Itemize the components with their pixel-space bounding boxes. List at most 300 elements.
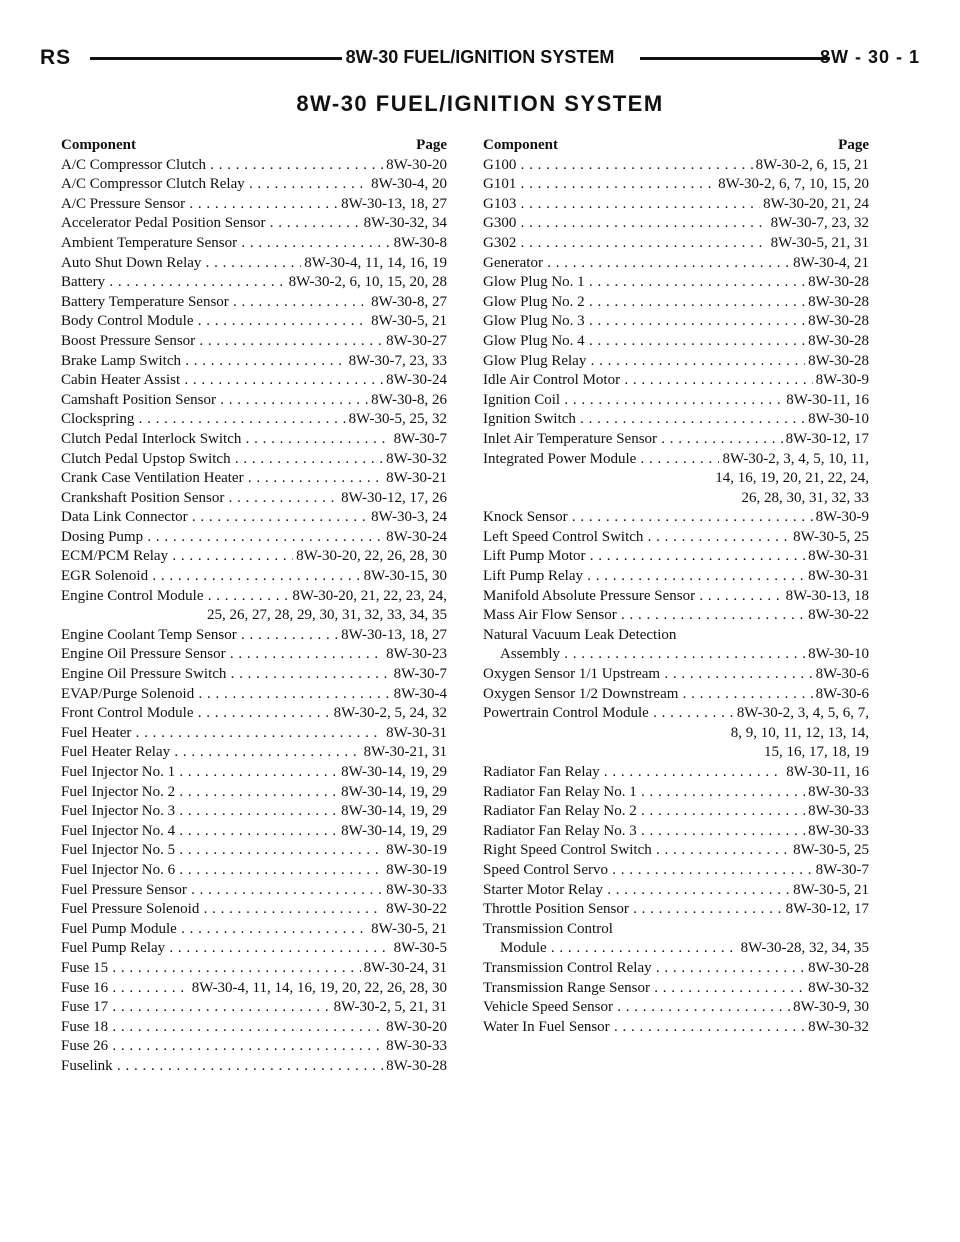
- page-reference: 8W-30-13, 18: [785, 587, 869, 604]
- page-reference: 8W-30-31: [808, 568, 869, 585]
- index-entry: [483, 273, 869, 293]
- page-reference: 8W-30-19: [386, 842, 447, 859]
- component-name: Lift Pump Motor: [483, 548, 586, 565]
- index-entry: [61, 665, 447, 685]
- dot-leader: [660, 665, 813, 685]
- component-heading: Component: [483, 137, 559, 153]
- index-entry: [483, 587, 869, 607]
- index-entry: [483, 665, 869, 685]
- index-entry: [61, 626, 447, 646]
- component-name: Fuel Pressure Solenoid: [61, 901, 200, 918]
- page-reference: 8W-30-4, 11, 14, 16, 19: [304, 254, 447, 271]
- page-reference: 8W-30-24: [386, 528, 447, 545]
- index-entry: [483, 528, 869, 548]
- page-reference: 8W-30-14, 19, 29: [341, 803, 447, 820]
- component-name: Generator: [483, 254, 543, 271]
- index-entry: [61, 1037, 447, 1057]
- component-heading: Component: [61, 137, 137, 153]
- dot-leader: [194, 685, 390, 705]
- component-name: Fuselink: [61, 1057, 113, 1074]
- index-entry: [61, 508, 447, 528]
- dot-leader: [165, 939, 391, 959]
- page-reference: 8W-30-28: [808, 293, 869, 310]
- index-entry: [61, 489, 447, 509]
- page-reference: 8W-30-32, 34: [363, 215, 447, 232]
- dot-leader: [237, 626, 338, 646]
- index-entry: [61, 881, 447, 901]
- page-reference: 8W-30-33: [386, 881, 447, 898]
- page-reference: 8W-30-20, 21, 24: [763, 195, 869, 212]
- page-reference: 8W-30-32: [808, 979, 869, 996]
- page-reference: 8W-30-9: [815, 372, 869, 389]
- component-name: Throttle Position Sensor: [483, 901, 629, 918]
- dot-leader: [194, 704, 331, 724]
- page-reference: 8W-30-3, 24: [371, 509, 447, 526]
- dot-leader: [204, 587, 290, 607]
- index-entry: [61, 547, 447, 567]
- dot-leader: [657, 430, 783, 450]
- index-entry: [61, 528, 447, 548]
- page-reference: 8W-30-28: [808, 959, 869, 976]
- component-name: Glow Plug Relay: [483, 352, 587, 369]
- component-name: Fuel Injector No. 1: [61, 764, 176, 780]
- dot-leader: [175, 822, 338, 842]
- index-entry: [483, 410, 869, 430]
- index-entry: [483, 332, 869, 352]
- component-name: Clutch Pedal Upstop Switch: [61, 450, 231, 467]
- page-reference: 8W-30-14, 19, 29: [341, 783, 447, 800]
- dot-leader: [148, 567, 361, 587]
- component-name: Dosing Pump: [61, 528, 144, 545]
- page-reference: 8W-30-12, 17: [785, 901, 869, 918]
- index-entry: [61, 822, 447, 842]
- component-name: Cabin Heater Assist: [61, 372, 181, 389]
- component-name: Transmission Control Relay: [483, 959, 652, 976]
- page-reference: 8W-30-4, 20: [371, 176, 447, 193]
- index-entry: [483, 430, 869, 450]
- index-entry-name: Transmission Control: [483, 920, 613, 937]
- dot-leader: [216, 391, 368, 411]
- component-name: A/C Compressor Clutch: [61, 156, 206, 173]
- dot-leader: [168, 547, 293, 567]
- index-entry: [483, 881, 869, 901]
- component-name: Fuse 26: [61, 1038, 109, 1055]
- page-reference: 8W-30-11, 16: [786, 764, 869, 780]
- component-name: Fuse 15: [61, 959, 109, 976]
- component-name: Radiator Fan Relay No. 2: [483, 803, 637, 820]
- index-entry: [61, 567, 447, 587]
- page-reference: 8W-30-7: [393, 666, 447, 683]
- component-name: EVAP/Purge Solenoid: [61, 685, 195, 702]
- page-reference: 8W-30-5, 25: [793, 842, 869, 859]
- page-reference-continued: 14, 16, 19, 20, 21, 22, 24,: [715, 470, 869, 487]
- page-reference: 8W-30-4, 21: [793, 254, 869, 271]
- page-reference: 8W-30-8, 26: [371, 391, 447, 408]
- index-entry: [61, 254, 447, 274]
- index-entry: [61, 1057, 447, 1077]
- page-reference: 8W-30-2, 5, 24, 32: [333, 705, 447, 722]
- index-entry: [61, 841, 447, 861]
- dot-leader: [637, 783, 805, 803]
- index-column-left: [61, 136, 447, 1077]
- component-name: ECM/PCM Relay: [61, 548, 169, 565]
- component-name: G300: [483, 215, 517, 232]
- dot-leader: [241, 430, 390, 450]
- dot-leader: [516, 156, 752, 176]
- component-name: Engine Coolant Temp Sensor: [61, 626, 237, 643]
- column-header: [61, 136, 447, 156]
- dot-leader: [143, 528, 383, 548]
- index-entry: [483, 508, 869, 528]
- page-reference: 8W-30-33: [386, 1038, 447, 1055]
- component-name: Radiator Fan Relay No. 1: [483, 783, 637, 800]
- dot-leader: [175, 783, 338, 803]
- index-entry: [61, 920, 447, 940]
- component-name: Fuel Heater: [61, 724, 132, 741]
- page-reference: 8W-30-11, 16: [786, 391, 869, 408]
- dot-leader: [175, 802, 338, 822]
- component-name: Idle Air Control Motor: [483, 372, 621, 389]
- component-name: Fuel Pressure Sensor: [61, 881, 187, 898]
- index-entry: [483, 861, 869, 881]
- index-entry: [61, 214, 447, 234]
- dot-leader: [516, 175, 715, 195]
- page-reference: 8W-30-31: [808, 548, 869, 565]
- dot-leader: [650, 979, 805, 999]
- component-name: Glow Plug No. 1: [483, 274, 585, 291]
- dot-leader: [134, 410, 345, 430]
- page-reference: 8W-30-14, 19, 29: [341, 764, 447, 780]
- page-reference: 8W-30-5, 21, 31: [770, 234, 869, 251]
- page-reference: 8W-30-23: [386, 646, 447, 663]
- dot-leader: [603, 881, 790, 901]
- dot-leader: [199, 900, 383, 920]
- index-entry: [61, 332, 447, 352]
- dot-leader: [560, 645, 805, 665]
- dot-leader: [175, 861, 383, 881]
- component-name: Camshaft Position Sensor: [61, 391, 217, 408]
- component-name: Right Speed Control Switch: [483, 842, 652, 859]
- index-entry: [61, 293, 447, 313]
- page-reference: 8W-30-5, 21: [371, 920, 447, 937]
- dot-leader: [170, 743, 361, 763]
- page-reference: 8W-30-5, 25, 32: [348, 411, 447, 428]
- page-reference: 8W-30-6: [815, 666, 869, 683]
- page-reference: 8W-30-9: [815, 509, 869, 526]
- index-entry: [483, 704, 869, 724]
- component-name: Integrated Power Module: [483, 450, 637, 467]
- dot-leader: [678, 685, 812, 705]
- component-name: Powertrain Control Module: [483, 705, 649, 722]
- dot-leader: [187, 881, 383, 901]
- page-reference: 8W-30-19: [386, 861, 447, 878]
- index-entry: [61, 704, 447, 724]
- page-reference: 8W-30-28: [808, 352, 869, 369]
- component-name: Knock Sensor: [483, 509, 568, 526]
- index-entry: [483, 293, 869, 313]
- component-name: Fuel Injector No. 3: [61, 803, 176, 820]
- page-reference: 8W-30-2, 5, 21, 31: [333, 999, 447, 1016]
- dot-leader: [229, 293, 368, 313]
- component-name: Lift Pump Relay: [483, 568, 583, 585]
- page-reference: 8W-30-27: [386, 332, 447, 349]
- component-name: Crank Case Ventilation Heater: [61, 470, 244, 487]
- component-name: Brake Lamp Switch: [61, 352, 181, 369]
- index-entry: [61, 959, 447, 979]
- index-entry: [61, 587, 447, 607]
- index-entry: [61, 743, 447, 763]
- dot-leader: [201, 254, 301, 274]
- component-name: Module: [500, 940, 547, 957]
- header-page-number: 8W - 30 - 1: [819, 47, 920, 67]
- dot-leader: [175, 841, 383, 861]
- index-entry: [61, 763, 447, 783]
- component-name: Glow Plug No. 3: [483, 313, 585, 330]
- dot-leader: [194, 312, 369, 332]
- index-entry: [61, 410, 447, 430]
- page-reference: 8W-30-20, 21, 22, 23, 24,: [292, 587, 447, 604]
- component-name: Fuel Injector No. 4: [61, 822, 176, 839]
- dot-leader: [231, 450, 384, 470]
- index-entry: [61, 195, 447, 215]
- index-entry: [483, 195, 869, 215]
- page-reference: 8W-30-32: [386, 450, 447, 467]
- dot-leader: [613, 998, 790, 1018]
- dot-leader: [224, 489, 338, 509]
- dot-leader: [617, 606, 805, 626]
- component-name: Boost Pressure Sensor: [61, 332, 196, 349]
- index-entry: [483, 959, 869, 979]
- page-reference: 8W-30-28: [808, 332, 869, 349]
- entry-list-right: [483, 156, 869, 1038]
- component-name: Fuse 18: [61, 1018, 109, 1035]
- index-entry: [483, 979, 869, 999]
- page-reference: 8W-30-2, 6, 15, 21: [755, 156, 869, 173]
- page-reference: 8W-30-7: [393, 430, 447, 447]
- index-entry: [61, 724, 447, 744]
- component-name: Engine Control Module: [61, 587, 204, 604]
- index-entry: [61, 175, 447, 195]
- index-entry: [483, 391, 869, 411]
- page-reference: 8W-30-20: [386, 156, 447, 173]
- component-name: Water In Fuel Sensor: [483, 1018, 610, 1035]
- page-reference: 8W-30-5, 25: [793, 528, 869, 545]
- index-entry: [61, 312, 447, 332]
- dot-leader: [637, 802, 805, 822]
- dot-leader: [181, 352, 346, 372]
- dot-leader: [585, 332, 805, 352]
- dot-leader: [568, 508, 813, 528]
- dot-leader: [108, 959, 361, 979]
- component-name: Ambient Temperature Sensor: [61, 234, 238, 251]
- dot-leader: [516, 195, 760, 215]
- page-reference: 8W-30-12, 17: [785, 430, 869, 447]
- page-reference: 8W-30-13, 18, 27: [341, 195, 447, 212]
- dot-leader: [516, 234, 767, 254]
- index-entry: [61, 998, 447, 1018]
- dot-leader: [206, 156, 383, 176]
- index-entry-name: Natural Vacuum Leak Detection: [483, 626, 677, 643]
- dot-leader: [175, 763, 338, 783]
- index-entry: [483, 214, 869, 234]
- component-name: Ignition Switch: [483, 411, 576, 428]
- index-entry: [483, 998, 869, 1018]
- index-entry: [483, 841, 869, 861]
- index-entry: [61, 685, 447, 705]
- component-name: Fuel Pump Relay: [61, 940, 166, 957]
- component-name: Glow Plug No. 2: [483, 293, 585, 310]
- component-name: Transmission Range Sensor: [483, 979, 650, 996]
- dot-leader: [113, 1057, 383, 1077]
- component-name: Manifold Absolute Pressure Sensor: [483, 587, 696, 604]
- component-name: Fuel Pump Module: [61, 920, 177, 937]
- index-entry: [483, 822, 869, 842]
- component-name: Engine Oil Pressure Sensor: [61, 646, 226, 663]
- index-entry: [61, 1018, 447, 1038]
- dot-leader: [649, 704, 734, 724]
- component-name: Speed Control Servo: [483, 861, 608, 878]
- component-name: A/C Compressor Clutch Relay: [61, 176, 245, 193]
- page-reference: 8W-30-2, 3, 4, 5, 10, 11,: [722, 450, 869, 467]
- page-reference: 8W-30-7, 23, 32: [770, 215, 869, 232]
- page-reference: 8W-30-28: [386, 1057, 447, 1074]
- page-reference-continued: 26, 28, 30, 31, 32, 33: [741, 489, 869, 506]
- page-reference: 8W-30-8: [393, 234, 447, 251]
- page-reference: 8W-30-33: [808, 783, 869, 800]
- index-entry: [483, 783, 869, 803]
- dot-leader: [185, 195, 338, 215]
- component-name: Data Link Connector: [61, 509, 188, 526]
- component-name: Mass Air Flow Sensor: [483, 607, 617, 624]
- header-section-title: 8W-30 FUEL/IGNITION SYSTEM: [345, 47, 615, 67]
- page-reference: 8W-30-15, 30: [363, 568, 447, 585]
- dot-leader: [586, 352, 805, 372]
- dot-leader: [108, 1018, 383, 1038]
- dot-leader: [585, 273, 805, 293]
- index-entry: [61, 783, 447, 803]
- page-reference-continued: 25, 26, 27, 28, 29, 30, 31, 32, 33, 34, 35: [207, 607, 447, 624]
- index-entry: [483, 312, 869, 332]
- page-reference: 8W-30-24, 31: [363, 959, 447, 976]
- dot-leader: [547, 939, 738, 959]
- dot-leader: [543, 254, 790, 274]
- component-name: G302: [483, 234, 517, 251]
- dot-leader: [652, 841, 790, 861]
- index-entry: [61, 861, 447, 881]
- component-name: A/C Pressure Sensor: [61, 195, 186, 212]
- dot-leader: [610, 1018, 805, 1038]
- dot-leader: [108, 979, 189, 999]
- component-name: Assembly: [500, 646, 560, 663]
- component-name: Left Speed Control Switch: [483, 528, 644, 545]
- index-entry: [61, 234, 447, 254]
- page-reference: 8W-30-28, 32, 34, 35: [740, 940, 869, 957]
- entry-list-left: [61, 156, 447, 1077]
- component-name: Glow Plug No. 4: [483, 332, 585, 349]
- dot-leader: [608, 861, 813, 881]
- index-entry: [483, 645, 869, 665]
- dot-leader: [105, 273, 286, 293]
- dot-leader: [585, 312, 805, 332]
- dot-leader: [516, 214, 767, 234]
- component-name: Clutch Pedal Interlock Switch: [61, 430, 242, 447]
- page-reference: 8W-30-20, 22, 26, 28, 30: [296, 548, 447, 565]
- page-reference: 8W-30-7: [815, 861, 869, 878]
- page-heading: Page: [838, 137, 869, 153]
- component-name: Ignition Coil: [483, 391, 561, 408]
- component-name: Radiator Fan Relay No. 3: [483, 822, 637, 839]
- dot-leader: [620, 371, 813, 391]
- page-reference: 8W-30-22: [808, 607, 869, 624]
- page-reference: 8W-30-4: [393, 685, 447, 702]
- component-name: Fuel Injector No. 2: [61, 783, 176, 800]
- component-name: Oxygen Sensor 1/2 Downstream: [483, 685, 679, 702]
- component-name: Engine Oil Pressure Switch: [61, 666, 227, 683]
- component-name: Accelerator Pedal Position Sensor: [61, 215, 266, 232]
- dot-leader: [177, 920, 368, 940]
- dot-leader: [576, 410, 805, 430]
- dot-leader: [131, 724, 383, 744]
- index-entry: [61, 352, 447, 372]
- index-entry: [483, 352, 869, 372]
- dot-leader: [560, 391, 783, 411]
- page-reference: 8W-30-5, 21: [793, 881, 869, 898]
- index-entry: [61, 802, 447, 822]
- index-entry: [483, 685, 869, 705]
- component-name: Battery: [61, 274, 106, 291]
- index-entry: [61, 979, 447, 999]
- index-entry: [483, 254, 869, 274]
- component-name: G100: [483, 156, 517, 173]
- dot-leader: [629, 900, 783, 920]
- index-entry: [61, 939, 447, 959]
- dot-leader: [643, 528, 790, 548]
- component-name: Fuel Heater Relay: [61, 744, 171, 761]
- dot-leader: [237, 234, 391, 254]
- page-reference: 8W-30-5, 21: [371, 313, 447, 330]
- page-reference: 8W-30-22: [386, 901, 447, 918]
- page-reference: 8W-30-28: [808, 313, 869, 330]
- page-reference: 8W-30-6: [815, 685, 869, 702]
- header-manual-code: RS: [40, 46, 72, 69]
- dot-leader: [180, 371, 383, 391]
- index-entry: [483, 450, 869, 470]
- index-entry: [483, 175, 869, 195]
- page-reference-continued: 15, 16, 17, 18, 19: [764, 744, 869, 761]
- component-name: Starter Motor Relay: [483, 881, 603, 898]
- component-name: Fuel Injector No. 6: [61, 861, 176, 878]
- dot-leader: [652, 959, 806, 979]
- page-reference: 8W-30-10: [808, 411, 869, 428]
- index-entry: [61, 450, 447, 470]
- header-rule-right: [640, 57, 830, 60]
- index-entry: [61, 469, 447, 489]
- page-reference: 8W-30-21, 31: [363, 744, 447, 761]
- column-header: [483, 136, 869, 156]
- component-name: Front Control Module: [61, 705, 194, 722]
- component-name: EGR Solenoid: [61, 568, 149, 585]
- index-entry: [61, 156, 447, 176]
- component-name: G103: [483, 195, 517, 212]
- page-reference: 8W-30-2, 6, 7, 10, 15, 20: [718, 176, 869, 193]
- page-reference: 8W-30-7, 23, 33: [348, 352, 447, 369]
- index-entry: [61, 371, 447, 391]
- index-entry: [483, 763, 869, 783]
- component-name: Battery Temperature Sensor: [61, 293, 229, 310]
- index-entry: [483, 371, 869, 391]
- component-name: Inlet Air Temperature Sensor: [483, 430, 658, 447]
- dot-leader: [244, 469, 384, 489]
